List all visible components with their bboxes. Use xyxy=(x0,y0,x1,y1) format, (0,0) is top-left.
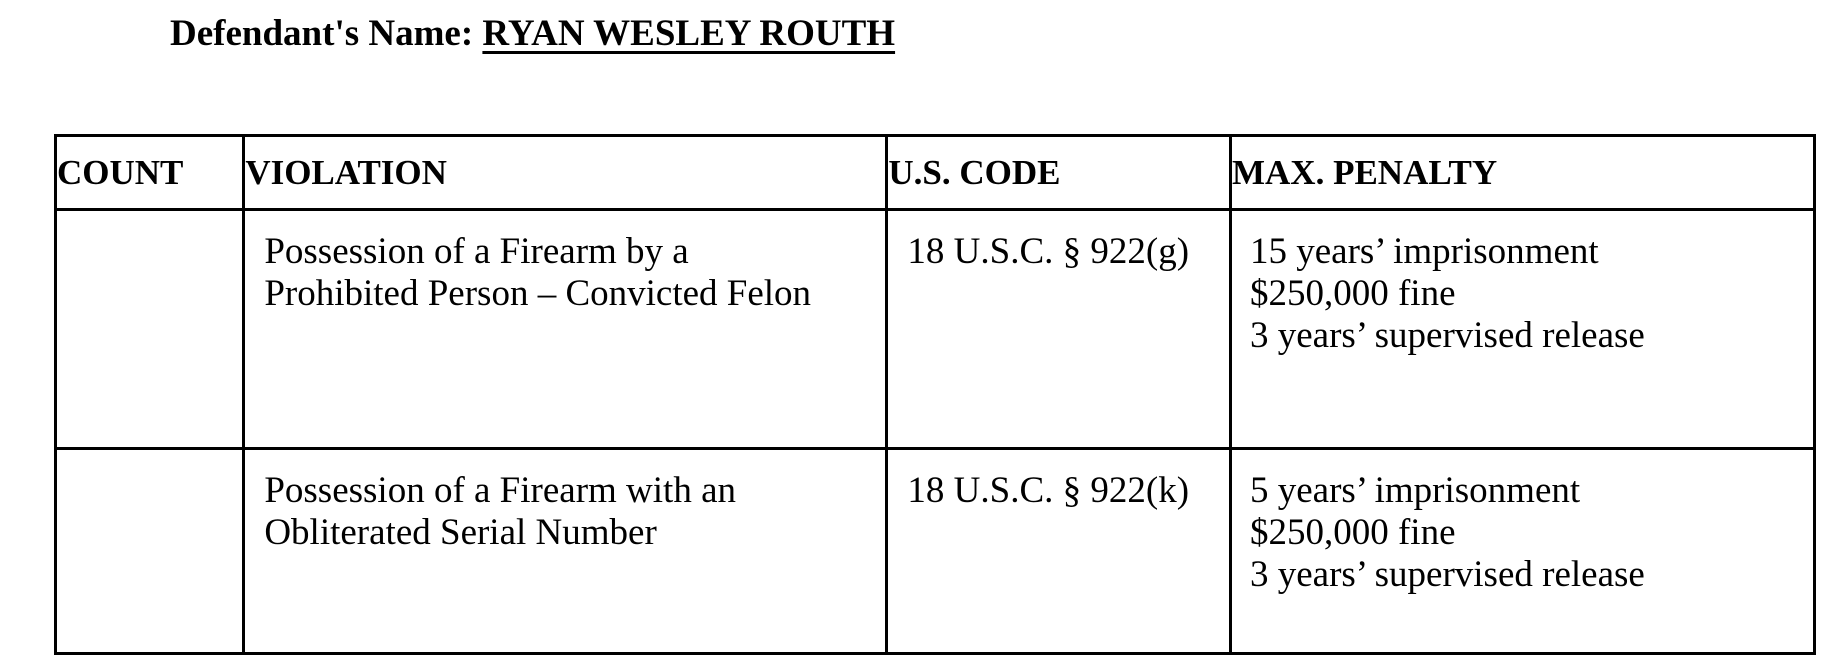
violation-line: Obliterated Serial Number xyxy=(264,512,657,553)
table-header-row xyxy=(56,136,1815,210)
penalty-imprisonment: 5 years’ imprisonment xyxy=(1249,470,1581,511)
penalty-supervised-release: 3 years’ supervised release xyxy=(1249,554,1645,595)
table-row xyxy=(56,449,1815,654)
violation-line: Possession of a Firearm with an xyxy=(264,470,737,511)
max-penalty-cell xyxy=(1230,449,1814,654)
penalty-fine: $250,000 fine xyxy=(1249,273,1456,314)
penalty-supervised-release: 3 years’ supervised release xyxy=(1249,315,1645,356)
us-code-cell xyxy=(887,210,1231,449)
penalty-imprisonment: 15 years’ imprisonment xyxy=(1249,231,1599,272)
column-header-violation: VIOLATION xyxy=(244,136,887,210)
violation-line: Possession of a Firearm by a xyxy=(264,231,689,272)
defendant-name-line xyxy=(170,10,895,58)
column-header-count: COUNT xyxy=(56,136,244,210)
violation-cell xyxy=(244,449,887,654)
defendant-name-label: Defendant's Name: xyxy=(170,13,483,54)
count-cell xyxy=(56,449,244,654)
count-cell xyxy=(56,210,244,449)
us-code-text: 18 U.S.C. § 922(k) xyxy=(907,470,1190,511)
max-penalty-cell xyxy=(1230,210,1814,449)
table-row xyxy=(56,210,1815,449)
penalty-fine: $250,000 fine xyxy=(1249,512,1456,553)
penalty-table xyxy=(54,134,1816,655)
us-code-text: 18 U.S.C. § 922(g) xyxy=(907,231,1190,272)
column-header-max-penalty: MAX. PENALTY xyxy=(1230,136,1814,210)
us-code-cell xyxy=(887,449,1231,654)
violation-line: Prohibited Person – Convicted Felon xyxy=(264,273,812,314)
column-header-us-code: U.S. CODE xyxy=(887,136,1231,210)
violation-cell xyxy=(244,210,887,449)
defendant-name: RYAN WESLEY ROUTH xyxy=(482,13,896,54)
